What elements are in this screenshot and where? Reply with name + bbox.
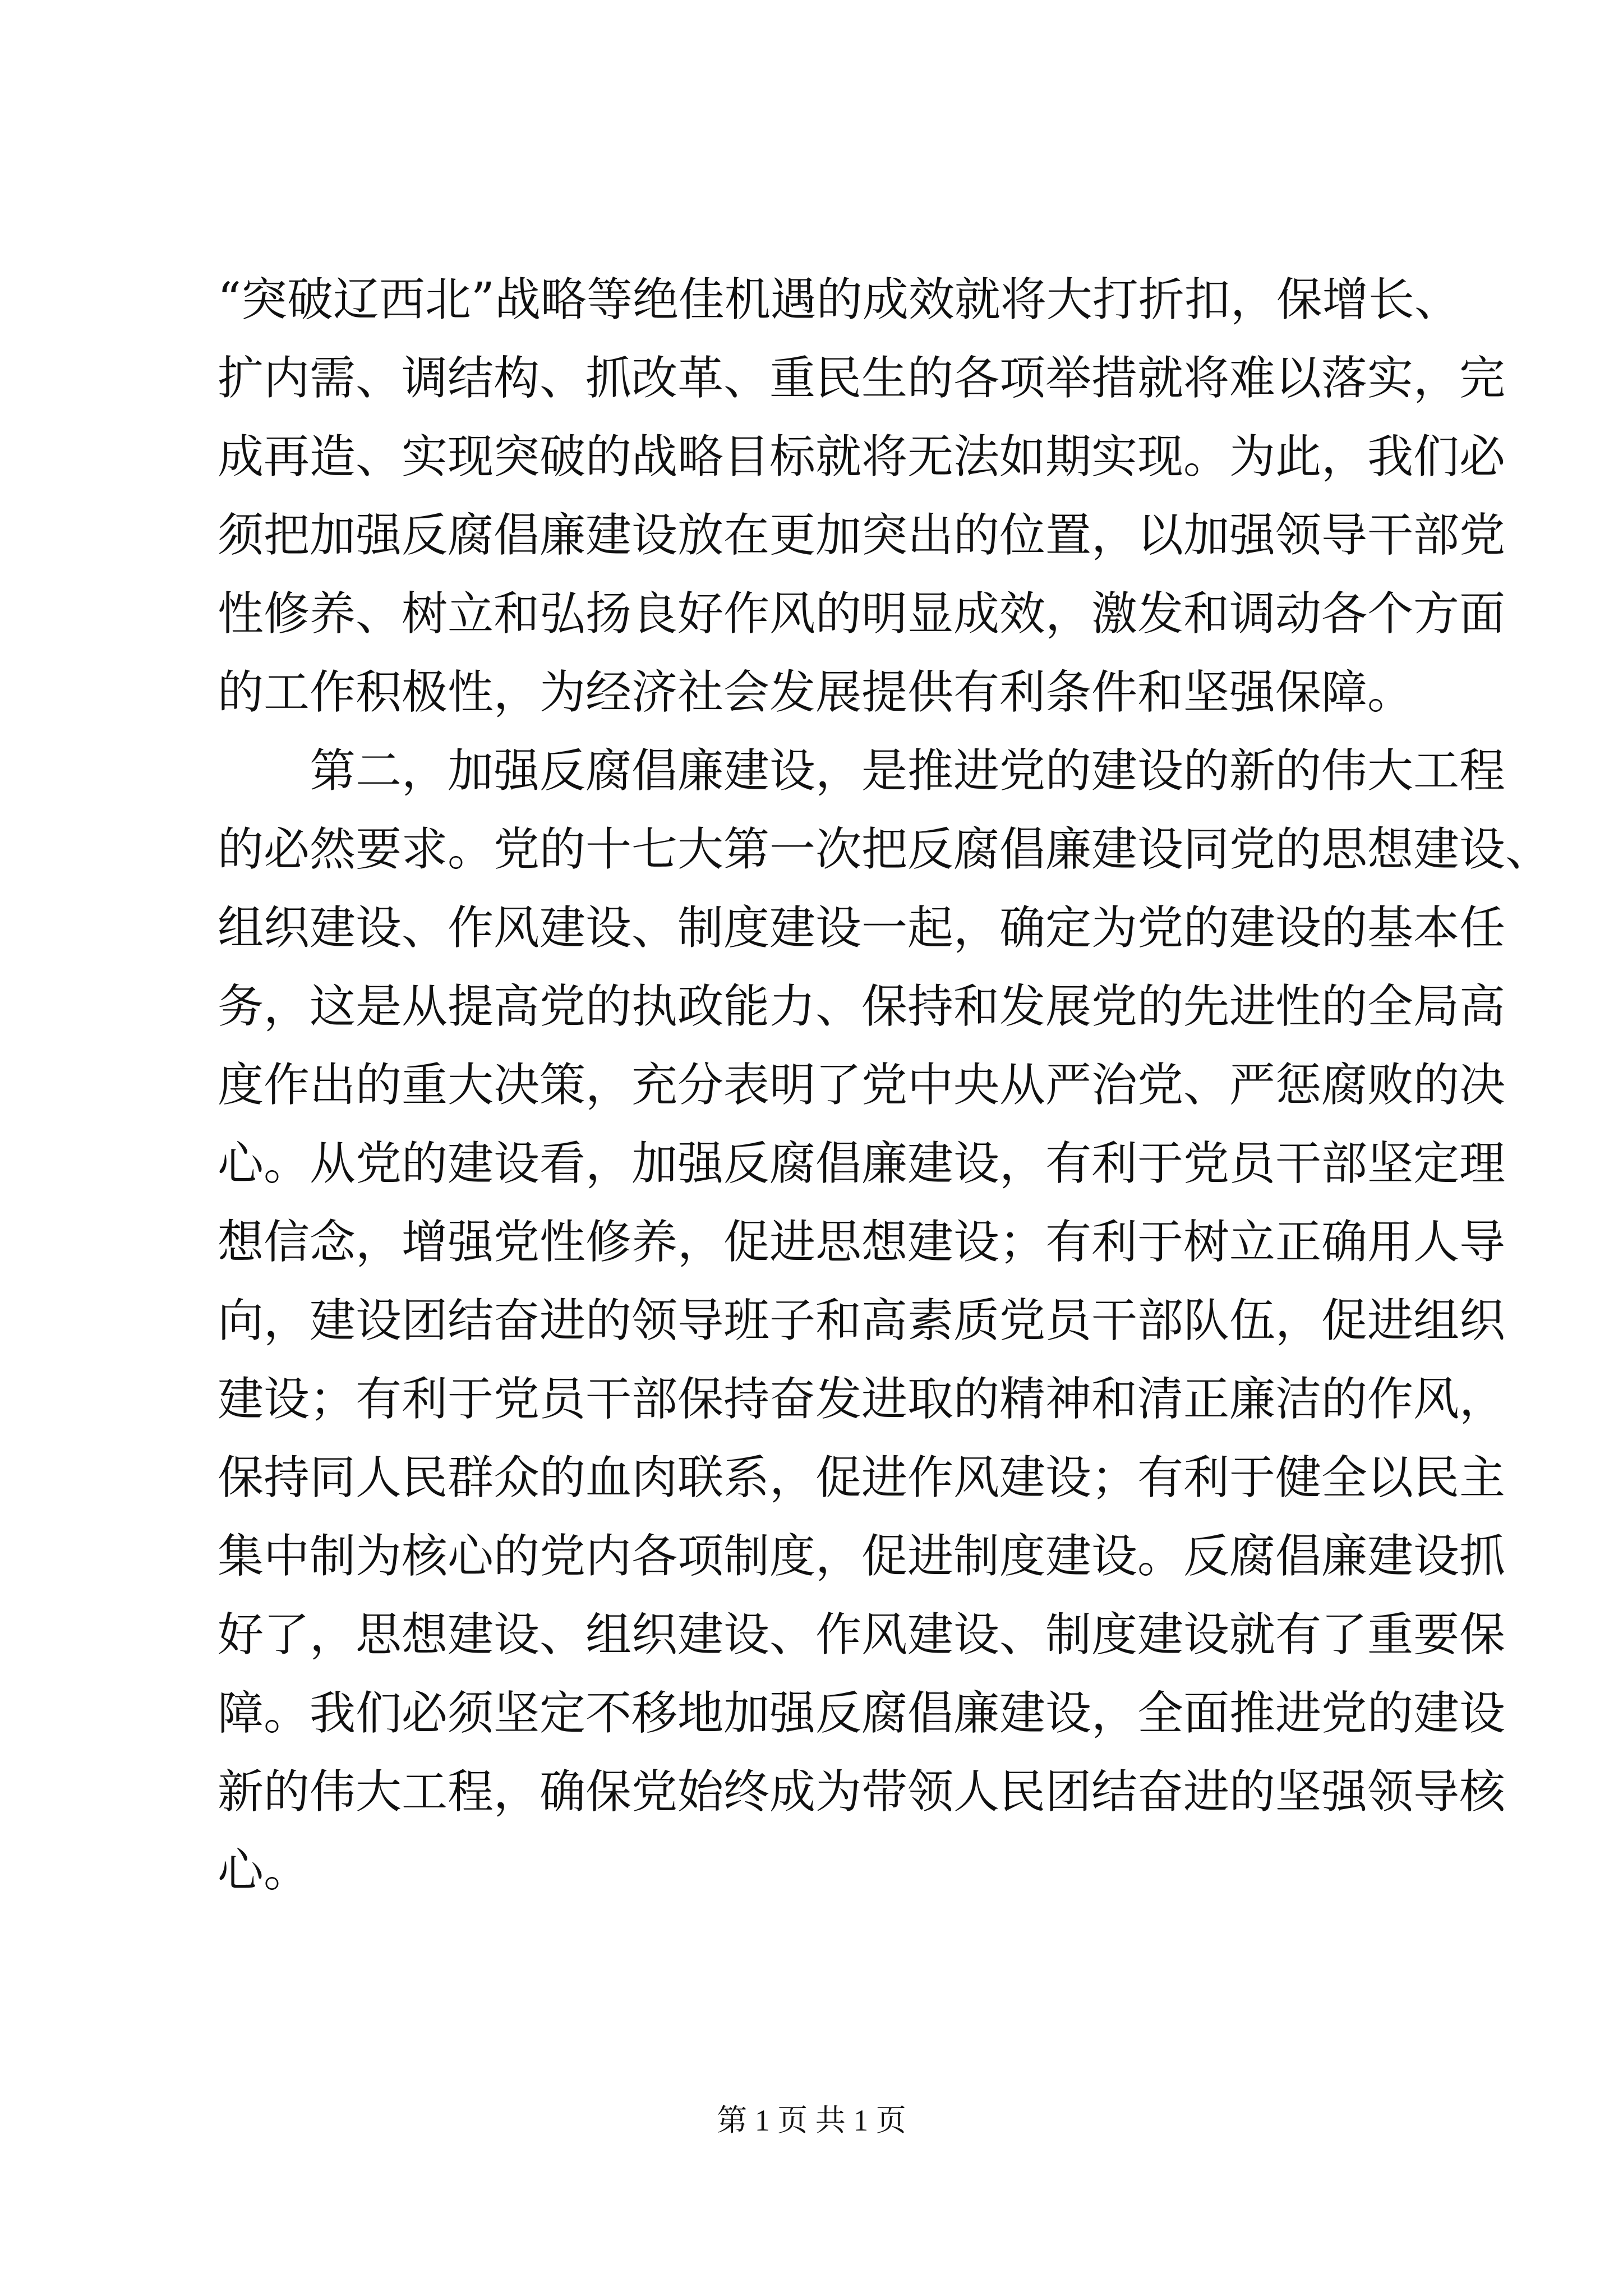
page-number-label: 第 1 页 共 1 页 xyxy=(717,2104,906,2137)
paragraph-2-line-13: 障。我们必须坚定不移地加强反腐倡廉建设，全面推进党的建设 xyxy=(218,1687,1506,1740)
paragraph-1-line-5: 性修养、树立和弘扬良好作风的明显成效，激发和调动各个方面 xyxy=(218,587,1506,641)
paragraph-2-line-7: 想信念，增强党性修养，促进思想建设；有利于树立正确用人导 xyxy=(218,1216,1506,1269)
paragraph-1-line-2: 扩内需、调结构、抓改革、重民生的各项举措就将难以落实，完 xyxy=(218,352,1506,405)
paragraph-2-line-3: 组织建设、作风建设、制度建设一起，确定为党的建设的基本任 xyxy=(218,901,1506,955)
paragraph-2-line-4: 务，这是从提高党的执政能力、保持和发展党的先进性的全局高 xyxy=(218,980,1506,1033)
paragraph-1-line-4: 须把加强反腐倡廉建设放在更加突出的位置，以加强领导干部党 xyxy=(218,509,1506,562)
paragraph-2-line-9: 建设；有利于党员干部保持奋发进取的精神和清正廉洁的作风， xyxy=(218,1373,1506,1426)
paragraph-2-line-15: 心。 xyxy=(218,1844,310,1897)
paragraph-2-line-1: 第二，加强反腐倡廉建设，是推进党的建设的新的伟大工程 xyxy=(310,744,1506,798)
paragraph-2-line-8: 向，建设团结奋进的领导班子和高素质党员干部队伍，促进组织 xyxy=(218,1294,1506,1347)
paragraph-2-line-6: 心。从党的建设看，加强反腐倡廉建设，有利于党员干部坚定理 xyxy=(218,1137,1506,1190)
paragraph-1-line-6: 的工作积极性，为经济社会发展提供有利条件和坚强保障。 xyxy=(218,666,1414,719)
paragraph-2-line-12: 好了，思想建设、组织建设、作风建设、制度建设就有了重要保 xyxy=(218,1608,1506,1662)
paragraph-2-line-2: 的必然要求。党的十七大第一次把反腐倡廉建设同党的思想建设、 xyxy=(218,823,1552,876)
paragraph-2-line-11: 集中制为核心的党内各项制度，促进制度建设。反腐倡廉建设抓 xyxy=(218,1530,1506,1583)
paragraph-2-line-10: 保持同人民群众的血肉联系，促进作风建设；有利于健全以民主 xyxy=(218,1451,1506,1504)
body-text xyxy=(218,261,1552,1910)
paragraph-1-line-3: 成再造、实现突破的战略目标就将无法如期实现。为此，我们必 xyxy=(218,430,1506,484)
paragraph-2-line-14: 新的伟大工程，确保党始终成为带领人民团结奋进的坚强领导核 xyxy=(218,1765,1506,1819)
paragraph-2-line-5: 度作出的重大决策，充分表明了党中央从严治党、严惩腐败的决 xyxy=(218,1059,1506,1112)
page-footer xyxy=(0,2101,1623,2140)
paragraph-1-line-1: “突破辽西北”战略等绝佳机遇的成效就将大打折扣，保增长、 xyxy=(218,273,1460,326)
